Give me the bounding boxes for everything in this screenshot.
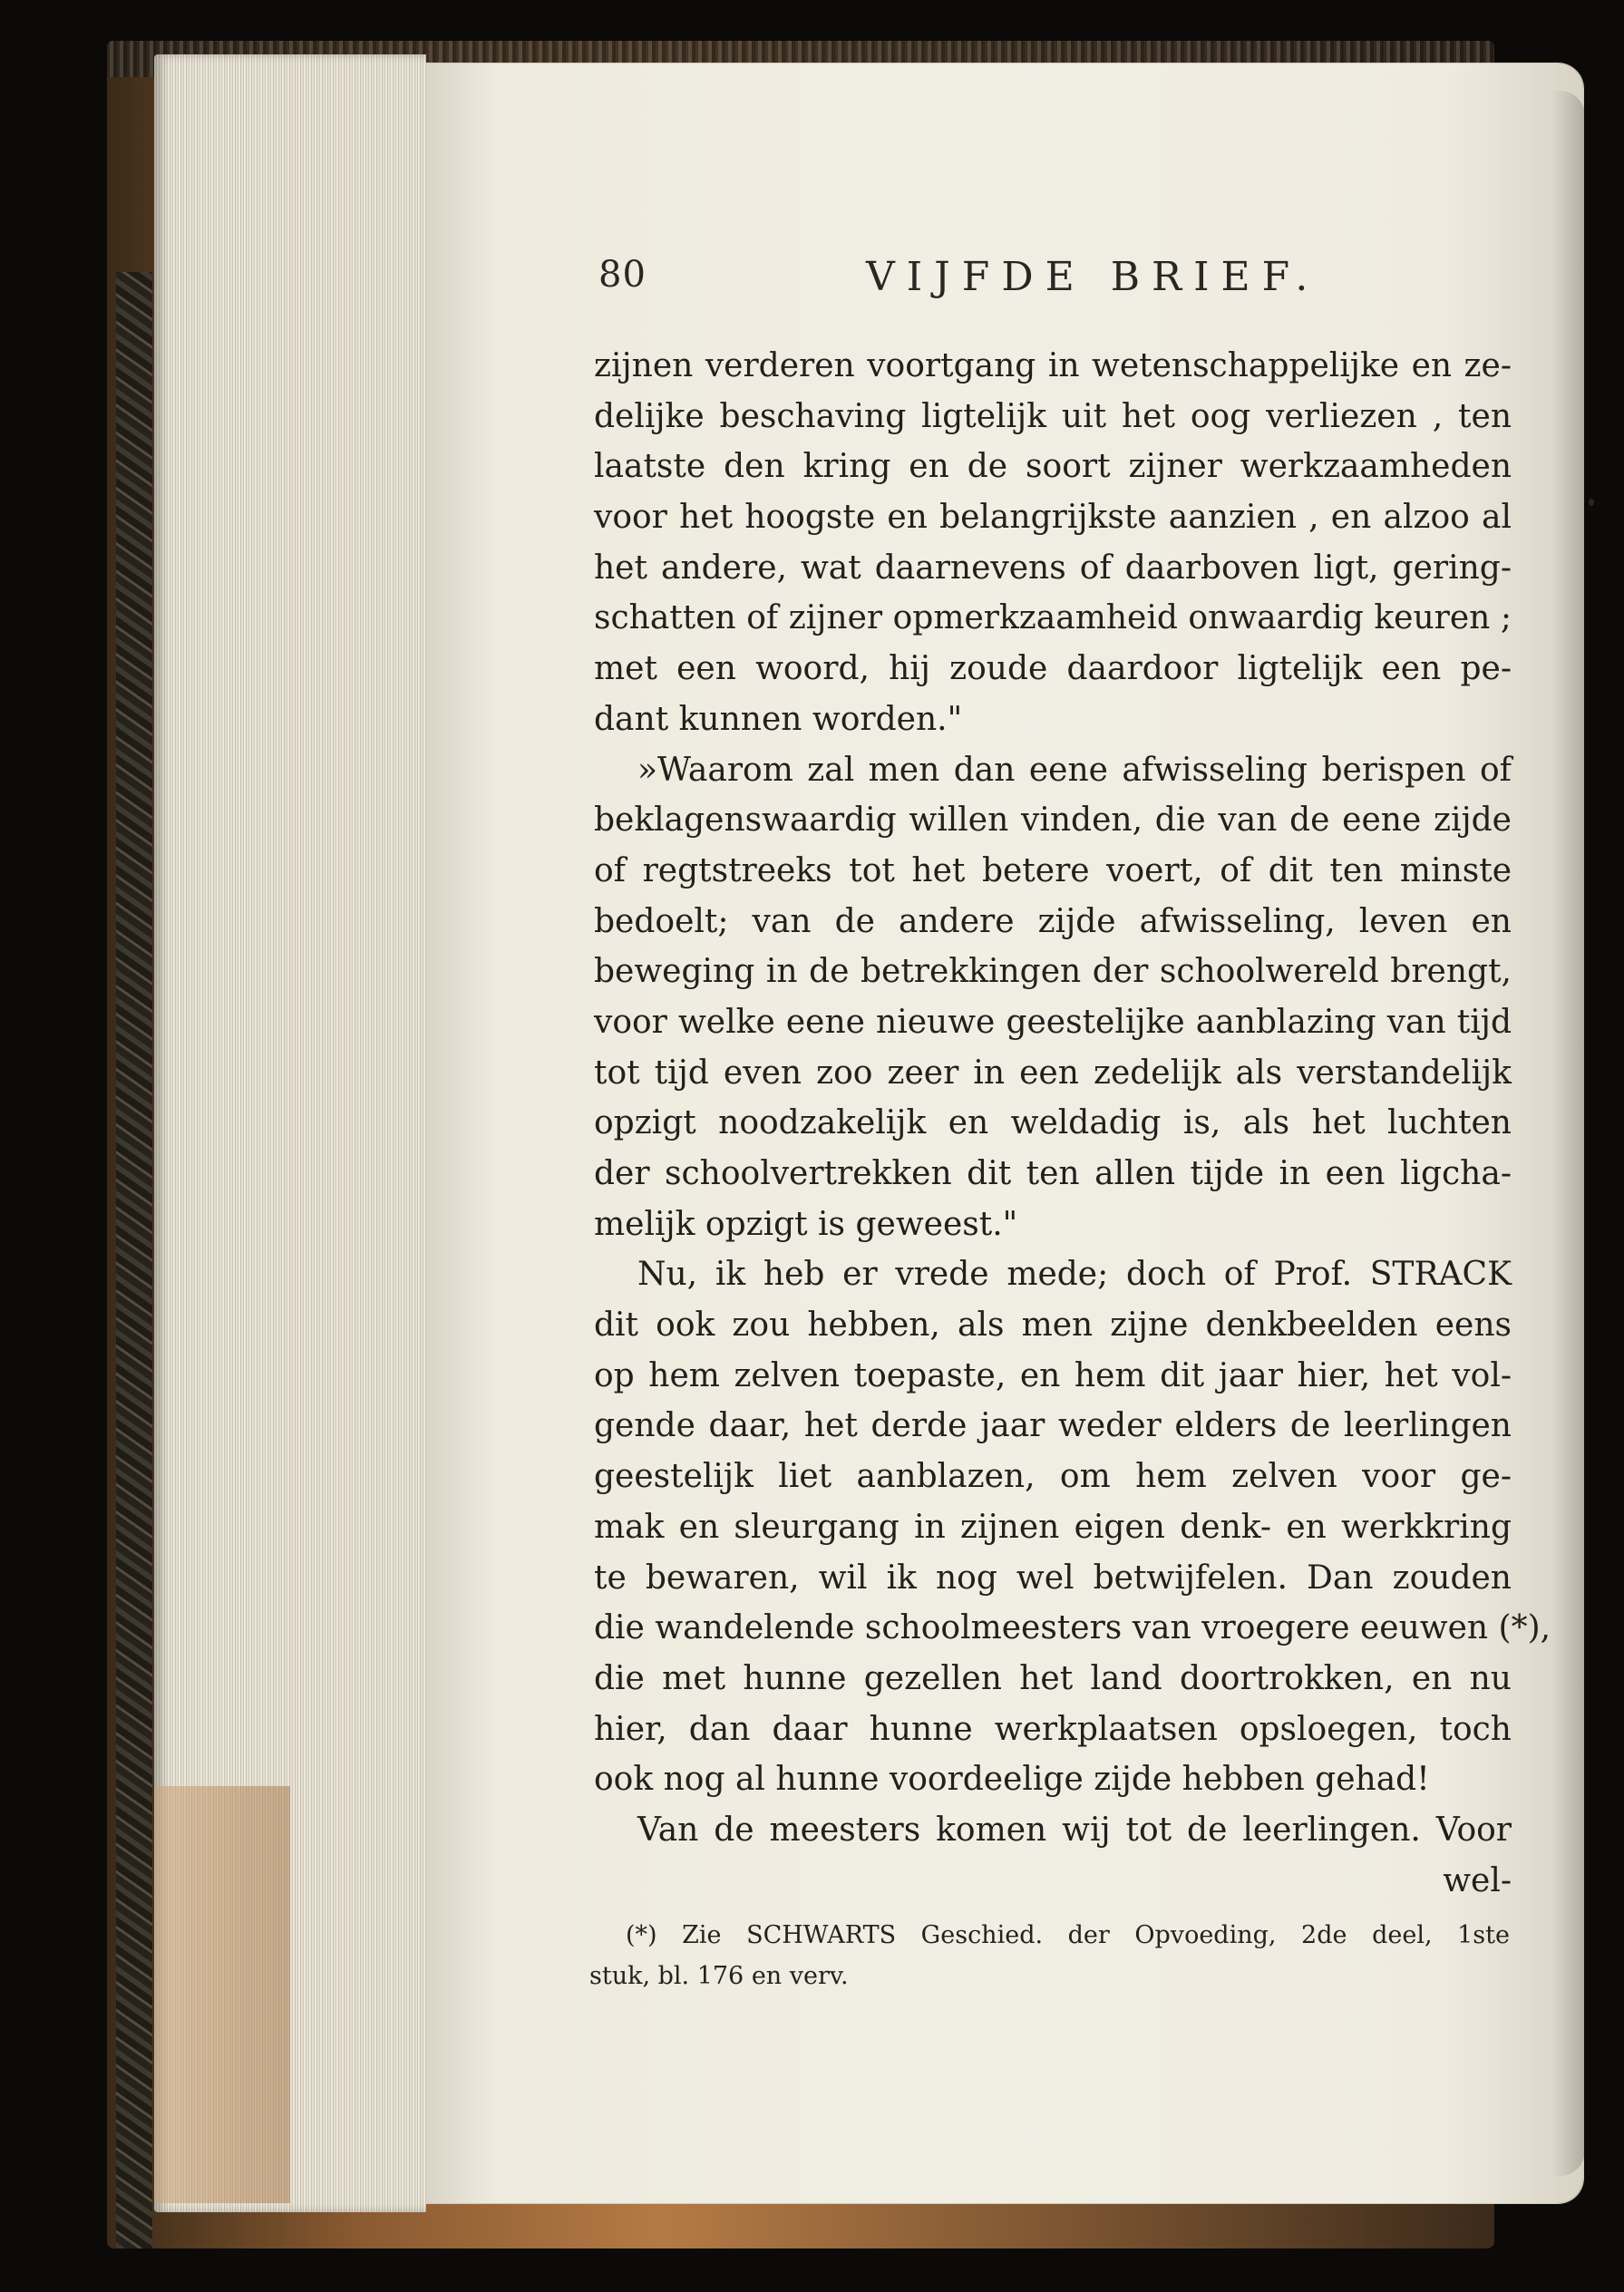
footnote: [589, 1915, 1510, 1996]
text-line: op hem zelven toepaste, en hem dit jaar hier, het vol-: [594, 1356, 1512, 1394]
text-line: te bewaren, wil ik nog wel betwijfelen. Dan zouden: [594, 1559, 1512, 1597]
text-line: die met hunne gezellen het land doortrokken, en nu: [594, 1659, 1512, 1697]
text-line: ook nog al hunne voordeelige zijde hebben gehad!: [594, 1761, 1430, 1799]
ink-speck: [1589, 499, 1594, 506]
text-line: mak en sleurgang in zijnen eigen denk- en werkkring: [594, 1508, 1512, 1546]
text-line: bedoelt; van de andere zijde afwisseling, leven en: [594, 902, 1512, 940]
text-line: delijke beschaving ligtelijk uit het oog verliezen , ten: [594, 397, 1512, 435]
text-line: beweging in de betrekkingen der schoolwereld brengt,: [594, 953, 1512, 991]
text-line: laatste den kring en de soort zijner werkzaamheden: [594, 448, 1512, 486]
text-line: het andere, wat daarnevens of daarboven ligt, gering-: [594, 549, 1512, 587]
text-line: dit ook zou hebben, als men zijne denkbeelden eens: [594, 1306, 1512, 1345]
text-line: geestelijk liet aanblazen, om hem zelven voor ge-: [594, 1458, 1512, 1496]
text-line: met een woord, hij zoude daardoor ligtelijk een pe-: [594, 650, 1512, 688]
text-line: Nu, ik heb er vrede mede; doch of Prof. STRACK: [637, 1256, 1512, 1294]
running-head: VIJFDE BRIEF.: [866, 254, 1320, 300]
footnote-line: stuk, bl. 176 en verv.: [589, 1962, 849, 1990]
text-line: »Waarom zal men dan eene afwisseling berispen of: [637, 751, 1512, 789]
footnote-line: (*) Zie SCHWARTS Geschied. der Opvoeding, 2de deel, 1ste: [626, 1921, 1510, 1949]
text-line: of regtstreeks tot het betere voert, of dit ten minste: [594, 851, 1512, 889]
text-line: hier, dan daar hunne werkplaatsen opsloegen, toch: [594, 1710, 1512, 1748]
text-line: melijk opzigt is geweest.": [594, 1205, 1018, 1243]
text-line: schatten of zijner opmerkzaamheid onwaardig keuren ;: [594, 599, 1512, 637]
page-edges-lower: [154, 1786, 290, 2203]
catchword: wel-: [1443, 1861, 1512, 1899]
text-line: voor welke eene nieuwe geestelijke aanblazing van tijd: [594, 1003, 1512, 1041]
text-line: Van de meesters komen wij tot de leerlingen. Voor: [637, 1811, 1512, 1849]
text-line: die wandelende schoolmeesters van vroegere eeuwen (*),: [594, 1609, 1551, 1647]
text-line: der schoolvertrekken dit ten allen tijde in een ligcha-: [594, 1155, 1512, 1192]
page-number: 80: [598, 254, 647, 296]
text-line: voor het hoogste en belangrijkste aanzien , en alzoo al: [594, 499, 1512, 537]
page-curl-shadow: [1552, 91, 1585, 2176]
body-text: [594, 341, 1551, 1906]
text-line: zijnen verderen voortgang in wetenschappelijke en ze-: [594, 347, 1512, 384]
text-line: gende daar, het derde jaar weder elders de leerlingen: [594, 1407, 1512, 1445]
text-line: beklagenswaardig willen vinden, die van de eene zijde: [594, 801, 1512, 840]
text-line: opzigt noodzakelijk en weldadig is, als het luchten: [594, 1104, 1512, 1142]
text-line: dant kunnen worden.": [594, 700, 963, 738]
text-line: tot tijd even zoo zeer in een zedelijk als verstandelijk: [594, 1054, 1512, 1092]
marbled-endpaper: [116, 272, 152, 2248]
